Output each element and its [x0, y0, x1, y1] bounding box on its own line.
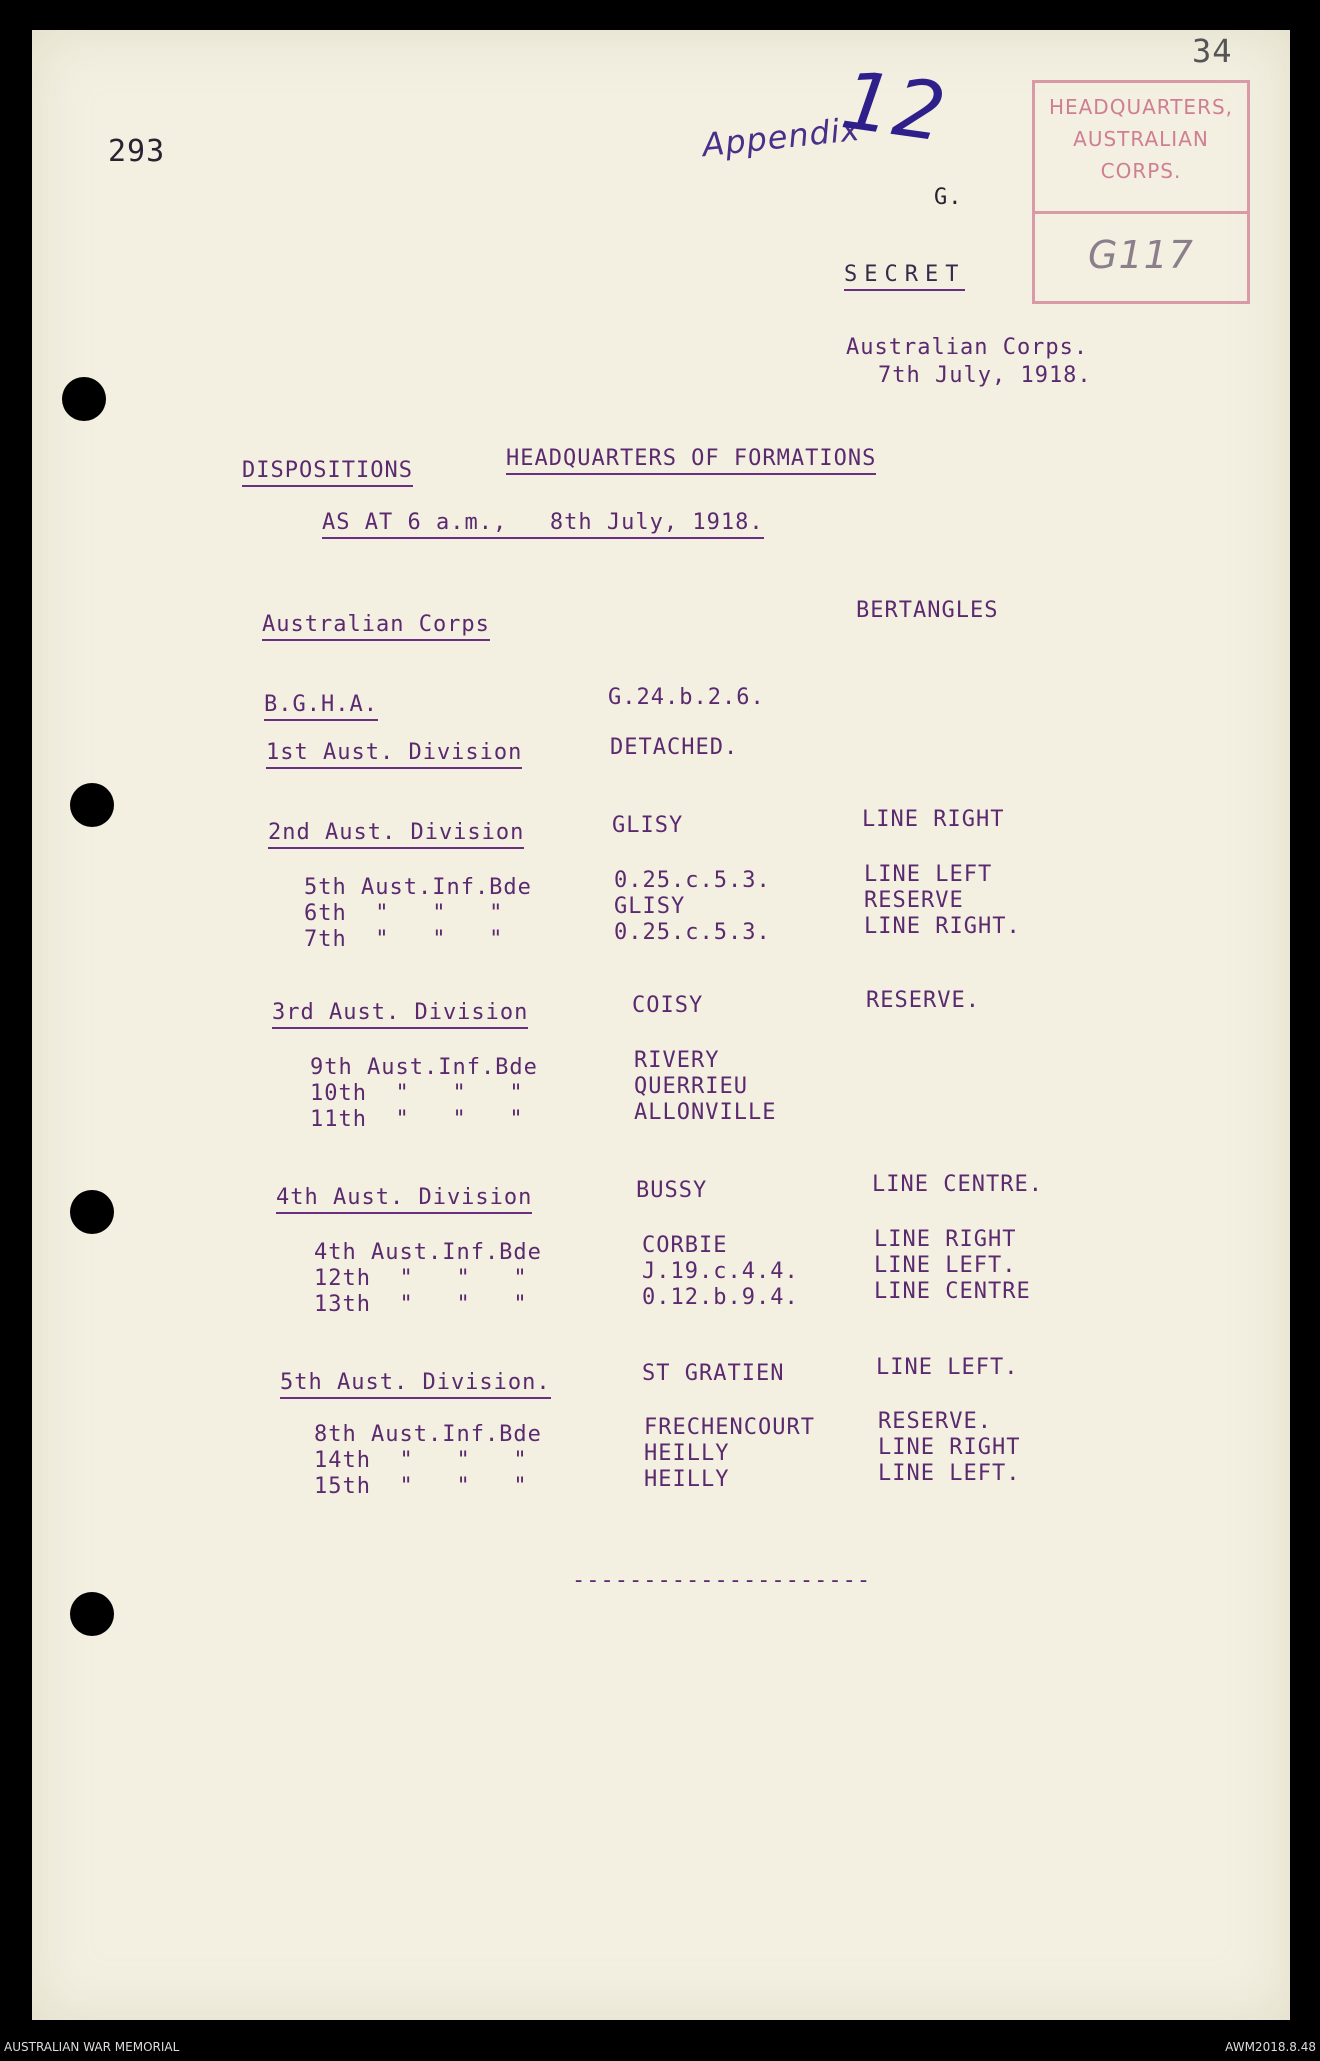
brigade-location: 0.12.b.9.4.	[642, 1285, 799, 1310]
division-location: ST GRATIEN	[642, 1361, 785, 1386]
folio-number: 34	[1192, 32, 1233, 70]
brigade-role: LINE LEFT.	[874, 1253, 1017, 1278]
brigade-role: LINE RIGHT	[874, 1227, 1017, 1252]
brigade-name: 14th " " "	[314, 1448, 528, 1473]
division-role: RESERVE.	[866, 988, 980, 1013]
heading-headquarters: HEADQUARTERS OF FORMATIONS	[506, 446, 876, 475]
punch-hole	[62, 377, 106, 421]
brigade-role: LINE RIGHT	[878, 1435, 1021, 1460]
brigade-role: LINE RIGHT.	[864, 914, 1021, 939]
division-role: LINE CENTRE.	[872, 1172, 1043, 1197]
heading-dispositions: DISPOSITIONS	[242, 458, 413, 487]
corps-location: BERTANGLES	[856, 598, 999, 623]
page-number: 293	[108, 134, 166, 169]
stamp-divider	[1035, 211, 1247, 214]
appendix-label: Appendix	[700, 109, 863, 165]
brigade-name: 7th " " "	[304, 927, 504, 952]
division-location: DETACHED.	[610, 735, 739, 760]
division-location: GLISY	[612, 813, 684, 838]
stamp-line: HEADQUARTERS,	[1048, 95, 1234, 119]
division-role: LINE LEFT.	[876, 1355, 1019, 1380]
brigade-location: FRECHENCOURT	[644, 1415, 815, 1440]
division-name: 1st Aust. Division	[266, 740, 522, 769]
brigade-location: HEILLY	[644, 1441, 730, 1466]
brigade-name: 8th Aust.Inf.Bde	[314, 1422, 542, 1447]
bgha-location: G.24.b.2.6.	[608, 685, 765, 710]
brigade-name: 9th Aust.Inf.Bde	[310, 1055, 538, 1080]
brigade-name: 12th " " "	[314, 1266, 528, 1291]
footer-accession: AWM2018.8.48	[1225, 2040, 1316, 2054]
brigade-name: 11th " " "	[310, 1107, 524, 1132]
document-page	[32, 30, 1290, 2020]
stamp-line: CORPS.	[1100, 159, 1182, 183]
brigade-location: 0.25.c.5.3.	[614, 920, 771, 945]
punch-hole	[70, 1190, 114, 1234]
bgha-name: B.G.H.A.	[264, 692, 378, 721]
brigade-location: GLISY	[614, 894, 686, 919]
brigade-location: QUERRIEU	[634, 1074, 748, 1099]
headquarters-stamp	[1032, 80, 1250, 304]
brigade-location: ALLONVILLE	[634, 1100, 777, 1125]
brigade-name: 10th " " "	[310, 1081, 524, 1106]
brigade-role: RESERVE.	[878, 1409, 992, 1434]
brigade-location: J.19.c.4.4.	[642, 1259, 799, 1284]
punch-hole	[70, 783, 114, 827]
brigade-location: CORBIE	[642, 1233, 728, 1258]
division-role: LINE RIGHT	[862, 807, 1005, 832]
brigade-name: 5th Aust.Inf.Bde	[304, 875, 532, 900]
classification: G.	[934, 185, 963, 210]
brigade-name: 6th " " "	[304, 901, 504, 926]
division-location: COISY	[632, 993, 704, 1018]
origin-date: 7th July, 1918.	[878, 363, 1092, 388]
corps-name: Australian Corps	[262, 612, 490, 641]
footer-institution: AUSTRALIAN WAR MEMORIAL	[4, 2040, 180, 2054]
brigade-location: 0.25.c.5.3.	[614, 868, 771, 893]
brigade-name: 4th Aust.Inf.Bde	[314, 1240, 542, 1265]
brigade-location: HEILLY	[644, 1467, 730, 1492]
punch-hole	[70, 1592, 114, 1636]
brigade-role: LINE CENTRE	[874, 1279, 1031, 1304]
brigade-role: LINE LEFT	[864, 862, 993, 887]
heading-as-at: AS AT 6 a.m., 8th July, 1918.	[322, 510, 764, 539]
brigade-name: 13th " " "	[314, 1292, 528, 1317]
stamp-line: AUSTRALIAN	[1073, 127, 1209, 151]
division-name: 2nd Aust. Division	[268, 820, 524, 849]
brigade-role: LINE LEFT.	[878, 1461, 1021, 1486]
division-name: 3rd Aust. Division	[272, 1000, 528, 1029]
stamp-reference: G117	[1088, 233, 1194, 277]
secret-label: SECRET	[844, 262, 965, 291]
end-rule: ---------------------	[572, 1568, 872, 1593]
origin-unit: Australian Corps.	[846, 335, 1089, 360]
division-name: 5th Aust. Division.	[280, 1370, 551, 1399]
division-name: 4th Aust. Division	[276, 1185, 532, 1214]
division-location: BUSSY	[636, 1178, 708, 1203]
brigade-role: RESERVE	[864, 888, 964, 913]
brigade-name: 15th " " "	[314, 1474, 528, 1499]
appendix-number: 12	[836, 53, 952, 160]
brigade-location: RIVERY	[634, 1048, 720, 1073]
